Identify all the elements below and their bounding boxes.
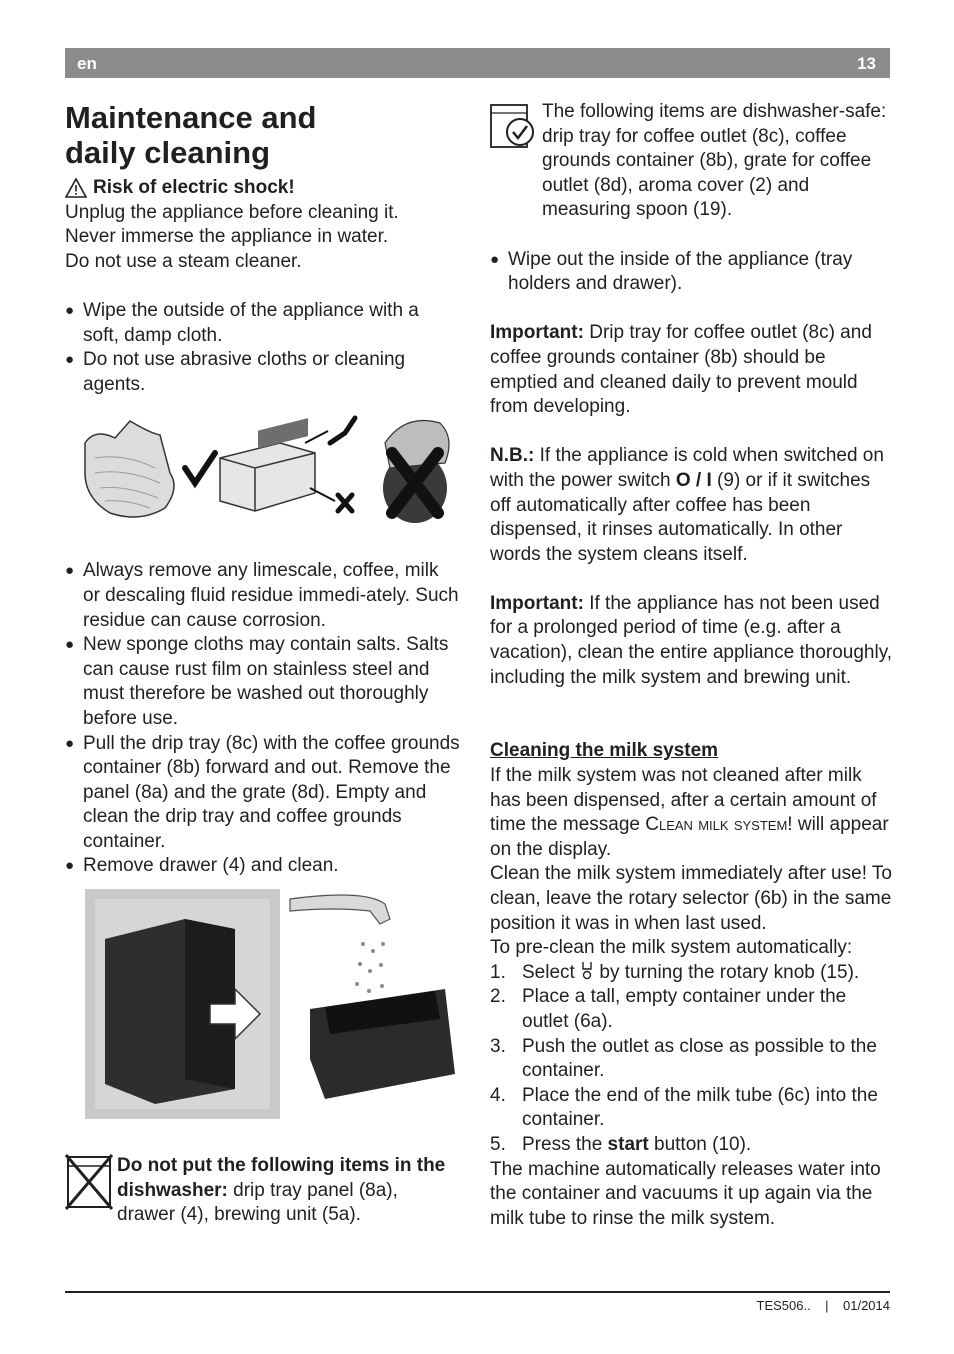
list-item: ● Always remove any limescale, coffee, milk or descaling fluid residue immedi-ately. Such residue can cause corrosion.	[65, 559, 460, 633]
list-item: ● Do not use abrasive cloths or cleaning agents.	[65, 348, 460, 397]
drawer-illustration	[85, 889, 465, 1124]
paragraph: The machine automatically releases water into the container and vacuums it up again via the milk tube to rinse the milk system.	[490, 1158, 881, 1229]
warning-heading	[65, 176, 460, 201]
footer: TES506.. | 01/2014	[756, 1298, 890, 1313]
page-number: 13	[857, 54, 876, 73]
page-header-bar	[65, 48, 890, 78]
list-item: ● New sponge cloths may contain salts. Salts can cause rust film on stainless steel and must therefore be washed out thoroughly before use.	[65, 633, 460, 731]
warning-line: Never immerse the appliance in water.	[65, 226, 389, 248]
paragraph: If the milk system was not cleaned after milk has been dispensed, after a certain amount of time the message Clean milk system! will appear on the display.	[490, 765, 889, 860]
dishwasher-safe-text: The following items are dishwasher-safe: drip tray for coffee outlet (8c), coffee grounds container (8b), grate for coffee outlet (8d), aroma cover (2) and measuring spoon (19).	[542, 101, 887, 221]
cloth-illustration	[80, 413, 460, 533]
important-note-2: Important: If the appliance has not been used for a prolonged period of time (e.g. after a vacation), clean the entire appliance thoroughly, including the milk system and brewing unit.	[490, 592, 893, 688]
warning-line: Do not use a steam cleaner.	[65, 250, 302, 272]
steps-list	[490, 961, 895, 1158]
warning-triangle-icon	[65, 178, 87, 198]
paragraph: Clean the milk system immediately after use! To clean, leave the rotary selector (6b) in the same position it was in when last used.	[490, 863, 892, 934]
date: 01/2014	[843, 1298, 890, 1313]
important-note-1: Important: Drip tray for coffee outlet (8c) and coffee grounds container (8b) should be emptied and cleaned daily to prevent mould from developing.	[490, 322, 872, 418]
dishwasher-safe-icon	[490, 104, 536, 150]
paragraph: To pre-clean the milk system automatically:	[490, 937, 853, 959]
page-title: Maintenance and daily cleaning	[65, 100, 317, 170]
residue-bullets	[65, 559, 460, 879]
list-item: 2. Place a tall, empty container under the outlet (6a).	[490, 986, 847, 1032]
note-text: drip tray panel (8a), drawer (4), brewing unit (5a).	[117, 1179, 398, 1226]
note-bold: Do not put the following items in the dishwasher:	[117, 1155, 446, 1201]
list-item: 1. Select by turning the rotary knob (15).	[490, 961, 860, 983]
warning-line: Unplug the appliance before cleaning it.	[65, 201, 399, 223]
no-dishwasher-icon	[65, 1154, 113, 1210]
nb-note: N.B.: If the appliance is cold when switched on with the power switch O / I (9) or if it switches off automatically after coffee has been dispensed, it rinses automatically. In other words the system cleans itself.	[490, 445, 884, 565]
display-message: Clean milk system!	[645, 814, 793, 836]
list-item: 3. Push the outlet as close as possible to the container.	[490, 1035, 877, 1082]
list-item: ● Remove drawer (4) and clean.	[65, 854, 460, 879]
dishwasher-safe-note	[490, 100, 895, 223]
power-switch-symbol: O / I	[675, 469, 712, 491]
right-column	[490, 100, 895, 1231]
language-code: en	[77, 54, 97, 73]
cleaning-bullets	[65, 299, 460, 397]
model-number: TES506..	[756, 1298, 811, 1313]
list-item: ● Pull the drip tray (8c) with the coffee grounds container (8b) forward and out. Remove the panel (8a) and the grate (8d). Empty and clean the drip tray and coffee grounds container.	[65, 732, 460, 855]
section-heading: Cleaning the milk system	[490, 740, 719, 762]
milk-rinse-icon	[580, 961, 594, 981]
list-item: 4. Place the end of the milk tube (6c) into the container.	[490, 1084, 878, 1131]
list-item: ● Wipe the outside of the appliance with a soft, damp cloth.	[65, 299, 460, 348]
warning-title: Risk of electric shock!	[93, 177, 295, 198]
list-item: 5. Press the start button (10).	[490, 1133, 752, 1155]
not-dishwasher-safe-note	[65, 1154, 460, 1228]
footer-rule	[65, 1291, 890, 1293]
left-column	[65, 100, 460, 1228]
list-item: ● Wipe out the inside of the appliance (tray holders and drawer).	[490, 248, 895, 297]
